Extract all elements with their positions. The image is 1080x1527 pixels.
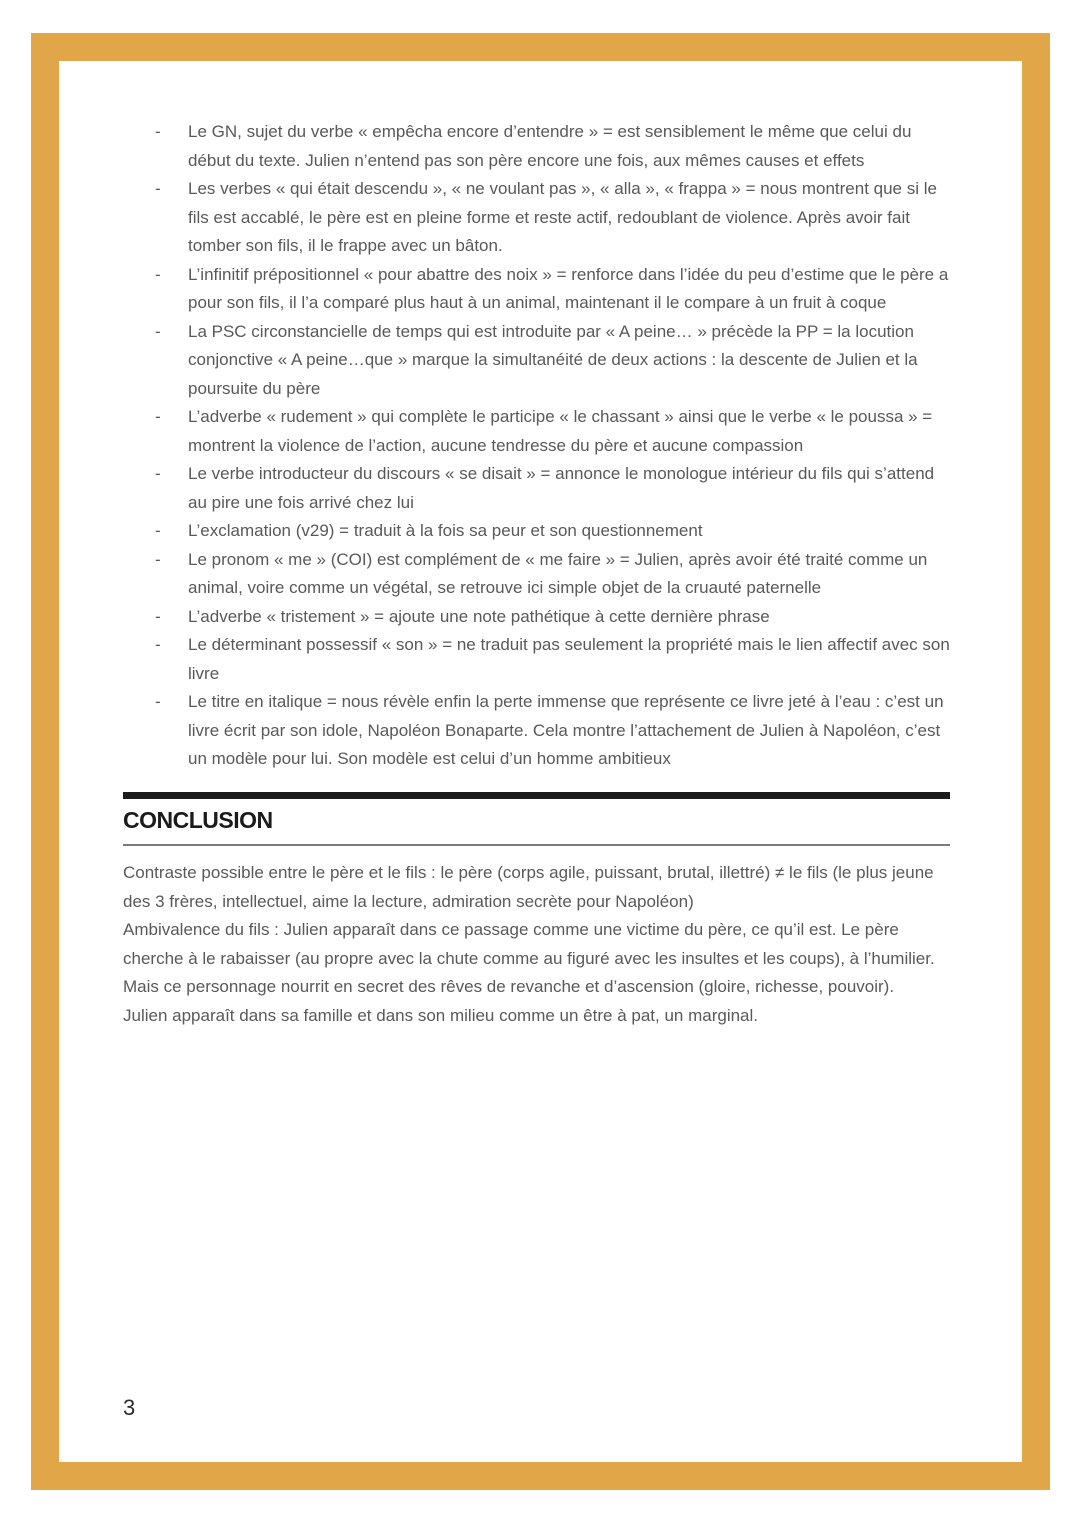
- bullet-text: La PSC circonstancielle de temps qui est introduite par « A peine… » précède la PP = la locution conjonctive « A peine…que » marque la simultanéité de deux actions : la descente de Julien et la poursuite du père: [188, 321, 918, 398]
- bullet-item: [123, 460, 950, 517]
- page-border-frame: [31, 33, 1050, 1490]
- bullet-text: L’adverbe « tristement » = ajoute une note pathétique à cette dernière phrase: [188, 606, 770, 626]
- dash-bullet-marker: -: [155, 635, 161, 654]
- conclusion-paragraph: Contraste possible entre le père et le fils : le père (corps agile, puissant, brutal, illettré) ≠ le fils (le plus jeune des 3 frères, intellectuel, aime la lecture, admiration secrète pour Napoléon): [123, 863, 934, 911]
- dash-bullet-marker: -: [155, 264, 161, 284]
- bullet-text: L’exclamation (v29) = traduit à la fois sa peur et son questionnement: [188, 521, 703, 540]
- bullet-item: [123, 403, 950, 460]
- dash-bullet-marker: -: [155, 122, 161, 141]
- bullet-text: Le verbe introducteur du discours « se disait » = annonce le monologue intérieur du fils qui s’attend au pire une fois arrivé chez lui: [188, 464, 935, 512]
- document-page: [59, 61, 1022, 1462]
- bullet-text: Le pronom « me » (COI) est complément de « me faire » = Julien, après avoir été traité comme un animal, voire comme un végétal, se retrouve ici simple objet de la cruauté paternelle: [188, 549, 928, 597]
- conclusion-paragraph: Ambivalence du fils : Julien apparaît dans ce passage comme une victime du père, ce qu’il est. Le père cherche à le rabaisser (au propre avec la chute comme au figuré avec les insultes et les coups), à l’humilier. Mais ce personnage nourrit en secret des rêves de revanche et d’ascension (gloire, richesse, pouvoir).: [123, 920, 935, 996]
- conclusion-section: [123, 792, 950, 1031]
- bullet-text: Le déterminant possessif « son » = ne traduit pas seulement la propriété mais le lien affectif avec son livre: [188, 635, 950, 683]
- bullet-item: [123, 517, 950, 546]
- conclusion-heading-block: [123, 792, 950, 847]
- dash-bullet-marker: -: [155, 549, 161, 569]
- bullet-text: Les verbes « qui était descendu », « ne voulant pas », « alla », « frappa » = nous montrent que si le fils est accablé, le père est en pleine forme et reste actif, redoublant de violence. Après avoir fait tomber son fils, il le frappe avec un bâton.: [188, 179, 937, 255]
- bullet-text: L’adverbe « rudement » qui complète le participe « le chassant » ainsi que le verbe « le poussa » = montrent la violence de l’action, aucune tendresse du père et aucune compassion: [188, 407, 933, 455]
- conclusion-paragraph: Julien apparaît dans sa famille et dans son milieu comme un être à pat, un marginal.: [123, 1005, 759, 1025]
- dash-bullet-marker: -: [155, 179, 161, 198]
- dash-bullet-marker: -: [155, 321, 161, 341]
- bullet-text: Le titre en italique = nous révèle enfin la perte immense que représente ce livre jeté à l’eau : c’est un livre écrit par son idole, Napoléon Bonaparte. Cela montre l’attachement de Julien à Napoléon, c’est un modèle pour lui. Son modèle est celui d’un homme ambitieux: [188, 692, 944, 768]
- bullet-item: [123, 688, 950, 774]
- dash-bullet-marker: -: [155, 692, 161, 711]
- dash-bullet-marker: -: [155, 407, 161, 426]
- bullet-item: [123, 318, 950, 404]
- bullet-text: L’infinitif prépositionnel « pour abattre des noix » = renforce dans l’idée du peu d’estime que le père a pour son fils, il l’a comparé plus haut à un animal, maintenant il le compare à un fruit à coque: [188, 264, 949, 312]
- bullet-item: [123, 261, 950, 318]
- dash-bullet-marker: -: [155, 606, 161, 626]
- conclusion-paragraphs: [123, 859, 950, 1030]
- bullet-item: [123, 118, 950, 175]
- dash-bullet-marker: -: [155, 464, 161, 483]
- bullet-text: Le GN, sujet du verbe « empêcha encore d’entendre » = est sensiblement le même que celui du début du texte. Julien n’entend pas son père encore une fois, aux mêmes causes et effets: [188, 122, 912, 170]
- analysis-bullet-list: [123, 118, 950, 774]
- bullet-item: [123, 631, 950, 688]
- page-number: 3: [123, 1394, 136, 1420]
- bullet-item: [123, 175, 950, 261]
- bullet-item: [123, 603, 950, 632]
- bullet-item: [123, 546, 950, 603]
- conclusion-heading: CONCLUSION: [123, 806, 273, 833]
- dash-bullet-marker: -: [155, 521, 161, 540]
